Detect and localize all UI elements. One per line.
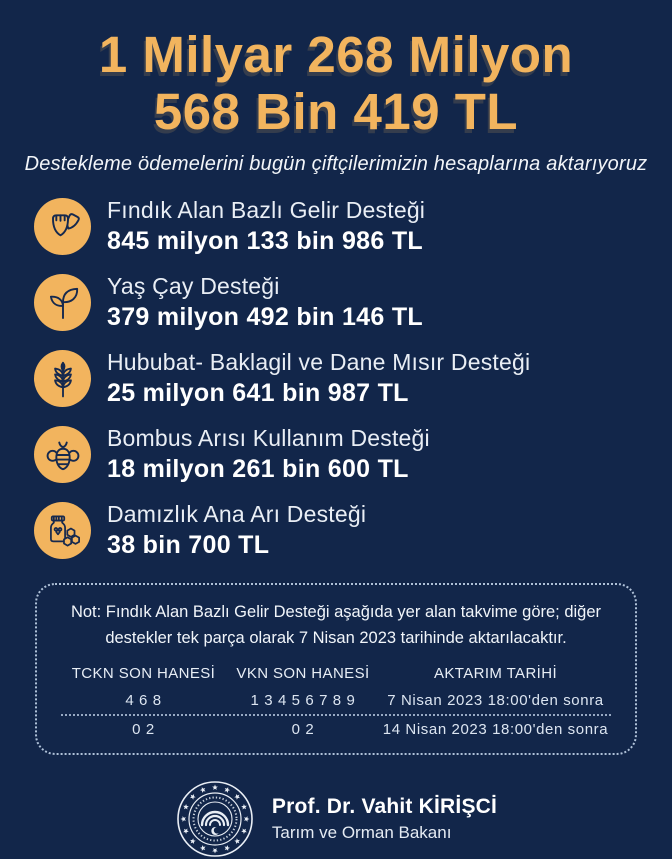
bee-icon (34, 426, 91, 483)
hazelnut-icon (34, 198, 91, 255)
cell-tckn: 0 2 (132, 721, 155, 739)
table-row (61, 687, 611, 714)
subtitle: Destekleme ödemelerini bugün çiftçilerimizin hesaplarına aktarıyoruz (24, 153, 648, 175)
table-header-row (61, 660, 611, 687)
list-item-hazelnut-support (34, 197, 672, 256)
cell-tckn: 4 6 8 (125, 692, 162, 710)
cell-vkn: 0 2 (291, 721, 315, 739)
footer (0, 779, 672, 859)
column-header-transfer-date: AKTARIM TARİHİ (433, 665, 558, 683)
item-amount: 18 milyon 261 bin 600 TL (107, 455, 409, 483)
tea-leaf-icon (34, 274, 91, 331)
list-item-tea-support (34, 273, 672, 332)
item-amount: 379 milyon 492 bin 146 TL (107, 303, 423, 331)
column-header-tckn: TCKN SON HANESİ (71, 665, 216, 683)
note-text: Not: Fındık Alan Bazlı Gelir Desteği aşağıda yer alan takvime göre; diğer destekler tek parça olarak 7 Nisan 2023 tarihinde aktarılacaktır. (70, 603, 602, 647)
list-item-grain-support (34, 349, 672, 408)
honey-jar-icon (34, 502, 91, 559)
cell-vkn: 1 3 4 5 6 7 8 9 (250, 692, 356, 710)
item-title: Bombus Arısı Kullanım Desteği (107, 425, 430, 451)
item-title: Fındık Alan Bazlı Gelir Desteği (107, 197, 426, 223)
list-item-queen-bee-support (34, 501, 672, 560)
item-amount: 38 bin 700 TL (107, 531, 270, 559)
item-title: Damızlık Ana Arı Desteği (107, 501, 367, 527)
main-title-line-2: 568 Bin 419 TL (153, 83, 519, 140)
wheat-icon (34, 350, 91, 407)
ministry-seal-icon (175, 779, 255, 859)
support-items-list (34, 197, 672, 560)
item-amount: 845 milyon 133 bin 986 TL (107, 227, 423, 255)
minister-name: Prof. Dr. Vahit KİRİŞCİ (271, 795, 498, 819)
item-amount: 25 milyon 641 bin 987 TL (107, 379, 409, 407)
header (0, 0, 672, 176)
payment-schedule-box (35, 583, 637, 755)
item-title: Hububat- Baklagil ve Dane Mısır Desteği (107, 349, 531, 375)
item-title: Yaş Çay Desteği (107, 273, 280, 299)
payment-schedule-table (61, 660, 611, 743)
list-item-bumblebee-support (34, 425, 672, 484)
table-row (61, 714, 611, 743)
column-header-vkn: VKN SON HANESİ (236, 665, 370, 683)
main-title-line-1: 1 Milyar 268 Milyon (98, 26, 574, 83)
minister-role: Tarım ve Orman Bakanı (271, 823, 452, 843)
cell-date: 7 Nisan 2023 18:00'den sonra (387, 692, 604, 710)
cell-date: 14 Nisan 2023 18:00'den sonra (382, 721, 609, 739)
